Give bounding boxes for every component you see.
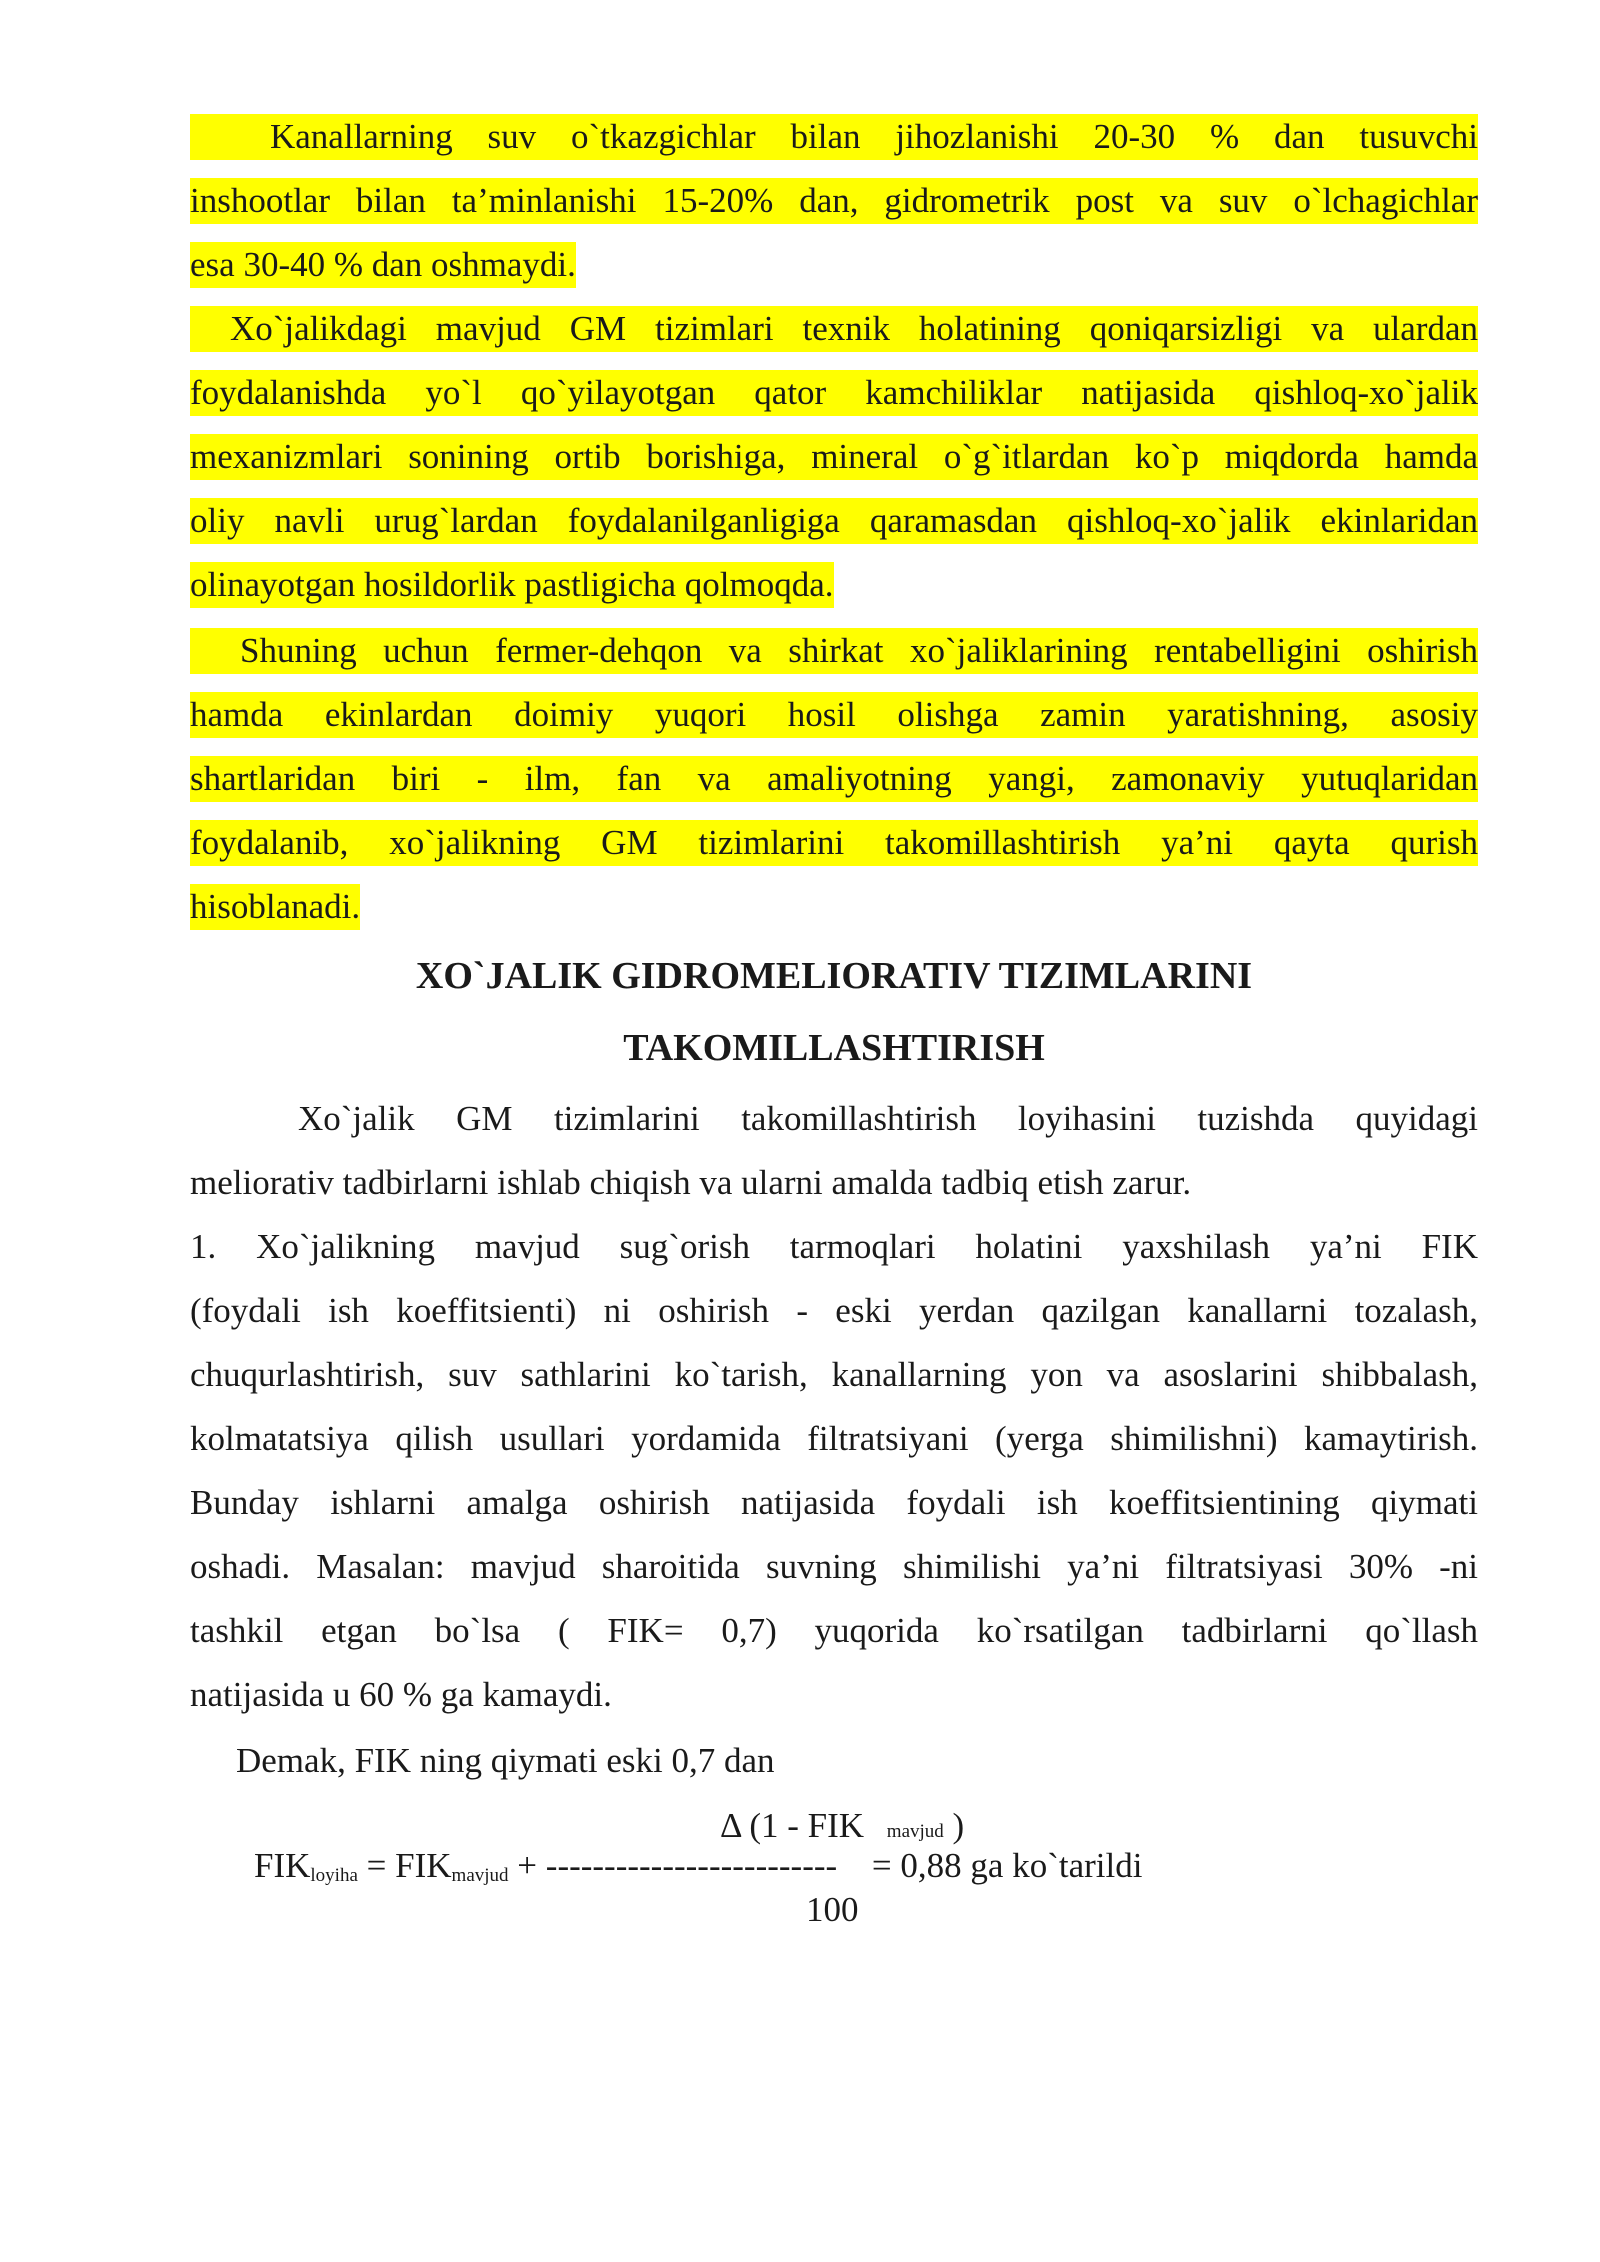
formula-main-line	[254, 1846, 1142, 1887]
text-line: foydalanib, xo`jalikning GM tizimlarini takomillashtirish ya’ni qayta qurish	[190, 820, 1478, 866]
formula-eq: = FIK	[366, 1846, 452, 1885]
numerator-text: Δ (1 - FIK	[720, 1806, 865, 1845]
text-line: kolmatatsiya qilish usullari yordamida filtratsiyani (yerga shimilishni) kamaytirish.	[190, 1419, 1478, 1458]
text-line: (foydali ish koeffitsienti) ni oshirish - eski yerdan qazilgan kanallarni tozalash,	[190, 1291, 1478, 1330]
text-line: shartlaridan biri - ilm, fan va amaliyotning yangi, zamonaviy yutuqlaridan	[190, 756, 1478, 802]
text-line: tashkil etgan bo`lsa ( FIK= 0,7) yuqorida ko`rsatilgan tadbirlarni qo`llash	[190, 1611, 1478, 1650]
paragraph-project-measures	[190, 1096, 1478, 1206]
text-line: hamda ekinlardan doimiy yuqori hosil olishga zamin yaratishning, asosiy	[190, 692, 1478, 738]
numerator-close: )	[952, 1806, 965, 1845]
heading-line-1: XO`JALIK GIDROMELIORATIV TIZIMLARINI	[415, 955, 1253, 997]
formula-eq-subscript: mavjud	[451, 1865, 509, 1886]
text-line: oliy navli urug`lardan foydalanilganligiga qaramasdan qishloq-xo`jalik ekinlaridan	[190, 498, 1478, 544]
text-line: Xo`jalik GM tizimlarini takomillashtirish loyihasini tuzishda quyidagi	[298, 1099, 1478, 1138]
formula-result: = 0,88 ga ko`tarildi	[871, 1846, 1143, 1885]
heading-line-2: TAKOMILLASHTIRISH	[623, 1027, 1045, 1069]
text-line: oshadi. Masalan: mavjud sharoitida suvning shimilishi ya’ni filtratsiyasi 30% -ni	[190, 1547, 1478, 1586]
text-line: Bunday ishlarni amalga oshirish natijasida foydali ish koeffitsientining qiymati	[190, 1483, 1478, 1522]
formula-denominator: 100	[806, 1890, 859, 1929]
text-line: mexanizmlari sonining ortib borishiga, mineral o`g`itlardan ko`p miqdorda hamda	[190, 434, 1478, 480]
paragraph-farm-profitability	[190, 628, 1478, 930]
paragraph-canal-equipment	[190, 114, 1478, 288]
text-line: natijasida u 60 % ga kamaydi.	[190, 1675, 612, 1714]
text-line: meliorativ tadbirlarni ishlab chiqish va ularni amalda tadbiq etish zarur.	[190, 1163, 1192, 1202]
paragraph-gm-systems-state	[190, 306, 1478, 608]
text-line: Shuning uchun fermer-dehqon va shirkat xo`jaliklarining rentabelligini oshirish	[190, 628, 1478, 674]
formula-lhs-subscript: loyiha	[310, 1865, 358, 1886]
text-line: Xo`jalikdagi mavjud GM tizimlari texnik holatining qoniqarsizligi va ulardan	[190, 306, 1478, 352]
list-item-1	[190, 1224, 1478, 1718]
text-line: foydalanishda yo`l qo`yilayotgan qator kamchiliklar natijasida qishloq-xo`jalik	[190, 370, 1478, 416]
text-line: 1. Xo`jalikning mavjud sug`orish tarmoqlari holatini yaxshilash ya’ni FIK	[190, 1227, 1478, 1266]
paragraph-conclusion: Demak, FIK ning qiymati eski 0,7 dan	[236, 1741, 775, 1780]
text-line: olinayotgan hosildorlik pastligicha qolmoqda.	[190, 562, 834, 608]
text-line: inshootlar bilan ta’minlanishi 15-20% dan, gidrometrik post va suv o`lchagichlar	[190, 178, 1478, 224]
formula-lhs: FIK	[254, 1846, 311, 1885]
text-line: Kanallarning suv o`tkazgichlar bilan jihozlanishi 20-30 % dan tusuvchi	[190, 114, 1478, 160]
section-heading	[190, 950, 1478, 1074]
text-line: chuqurlashtirish, suv sathlarini ko`tarish, kanallarning yon va asoslarini shibbalash,	[190, 1355, 1478, 1394]
text-line: esa 30-40 % dan oshmaydi.	[190, 242, 576, 288]
formula-fraction-bar: + -------------------------	[517, 1846, 838, 1885]
formula-numerator	[720, 1806, 964, 1846]
numerator-subscript: mavjud	[886, 1821, 944, 1842]
text-line: hisoblanadi.	[190, 884, 360, 930]
